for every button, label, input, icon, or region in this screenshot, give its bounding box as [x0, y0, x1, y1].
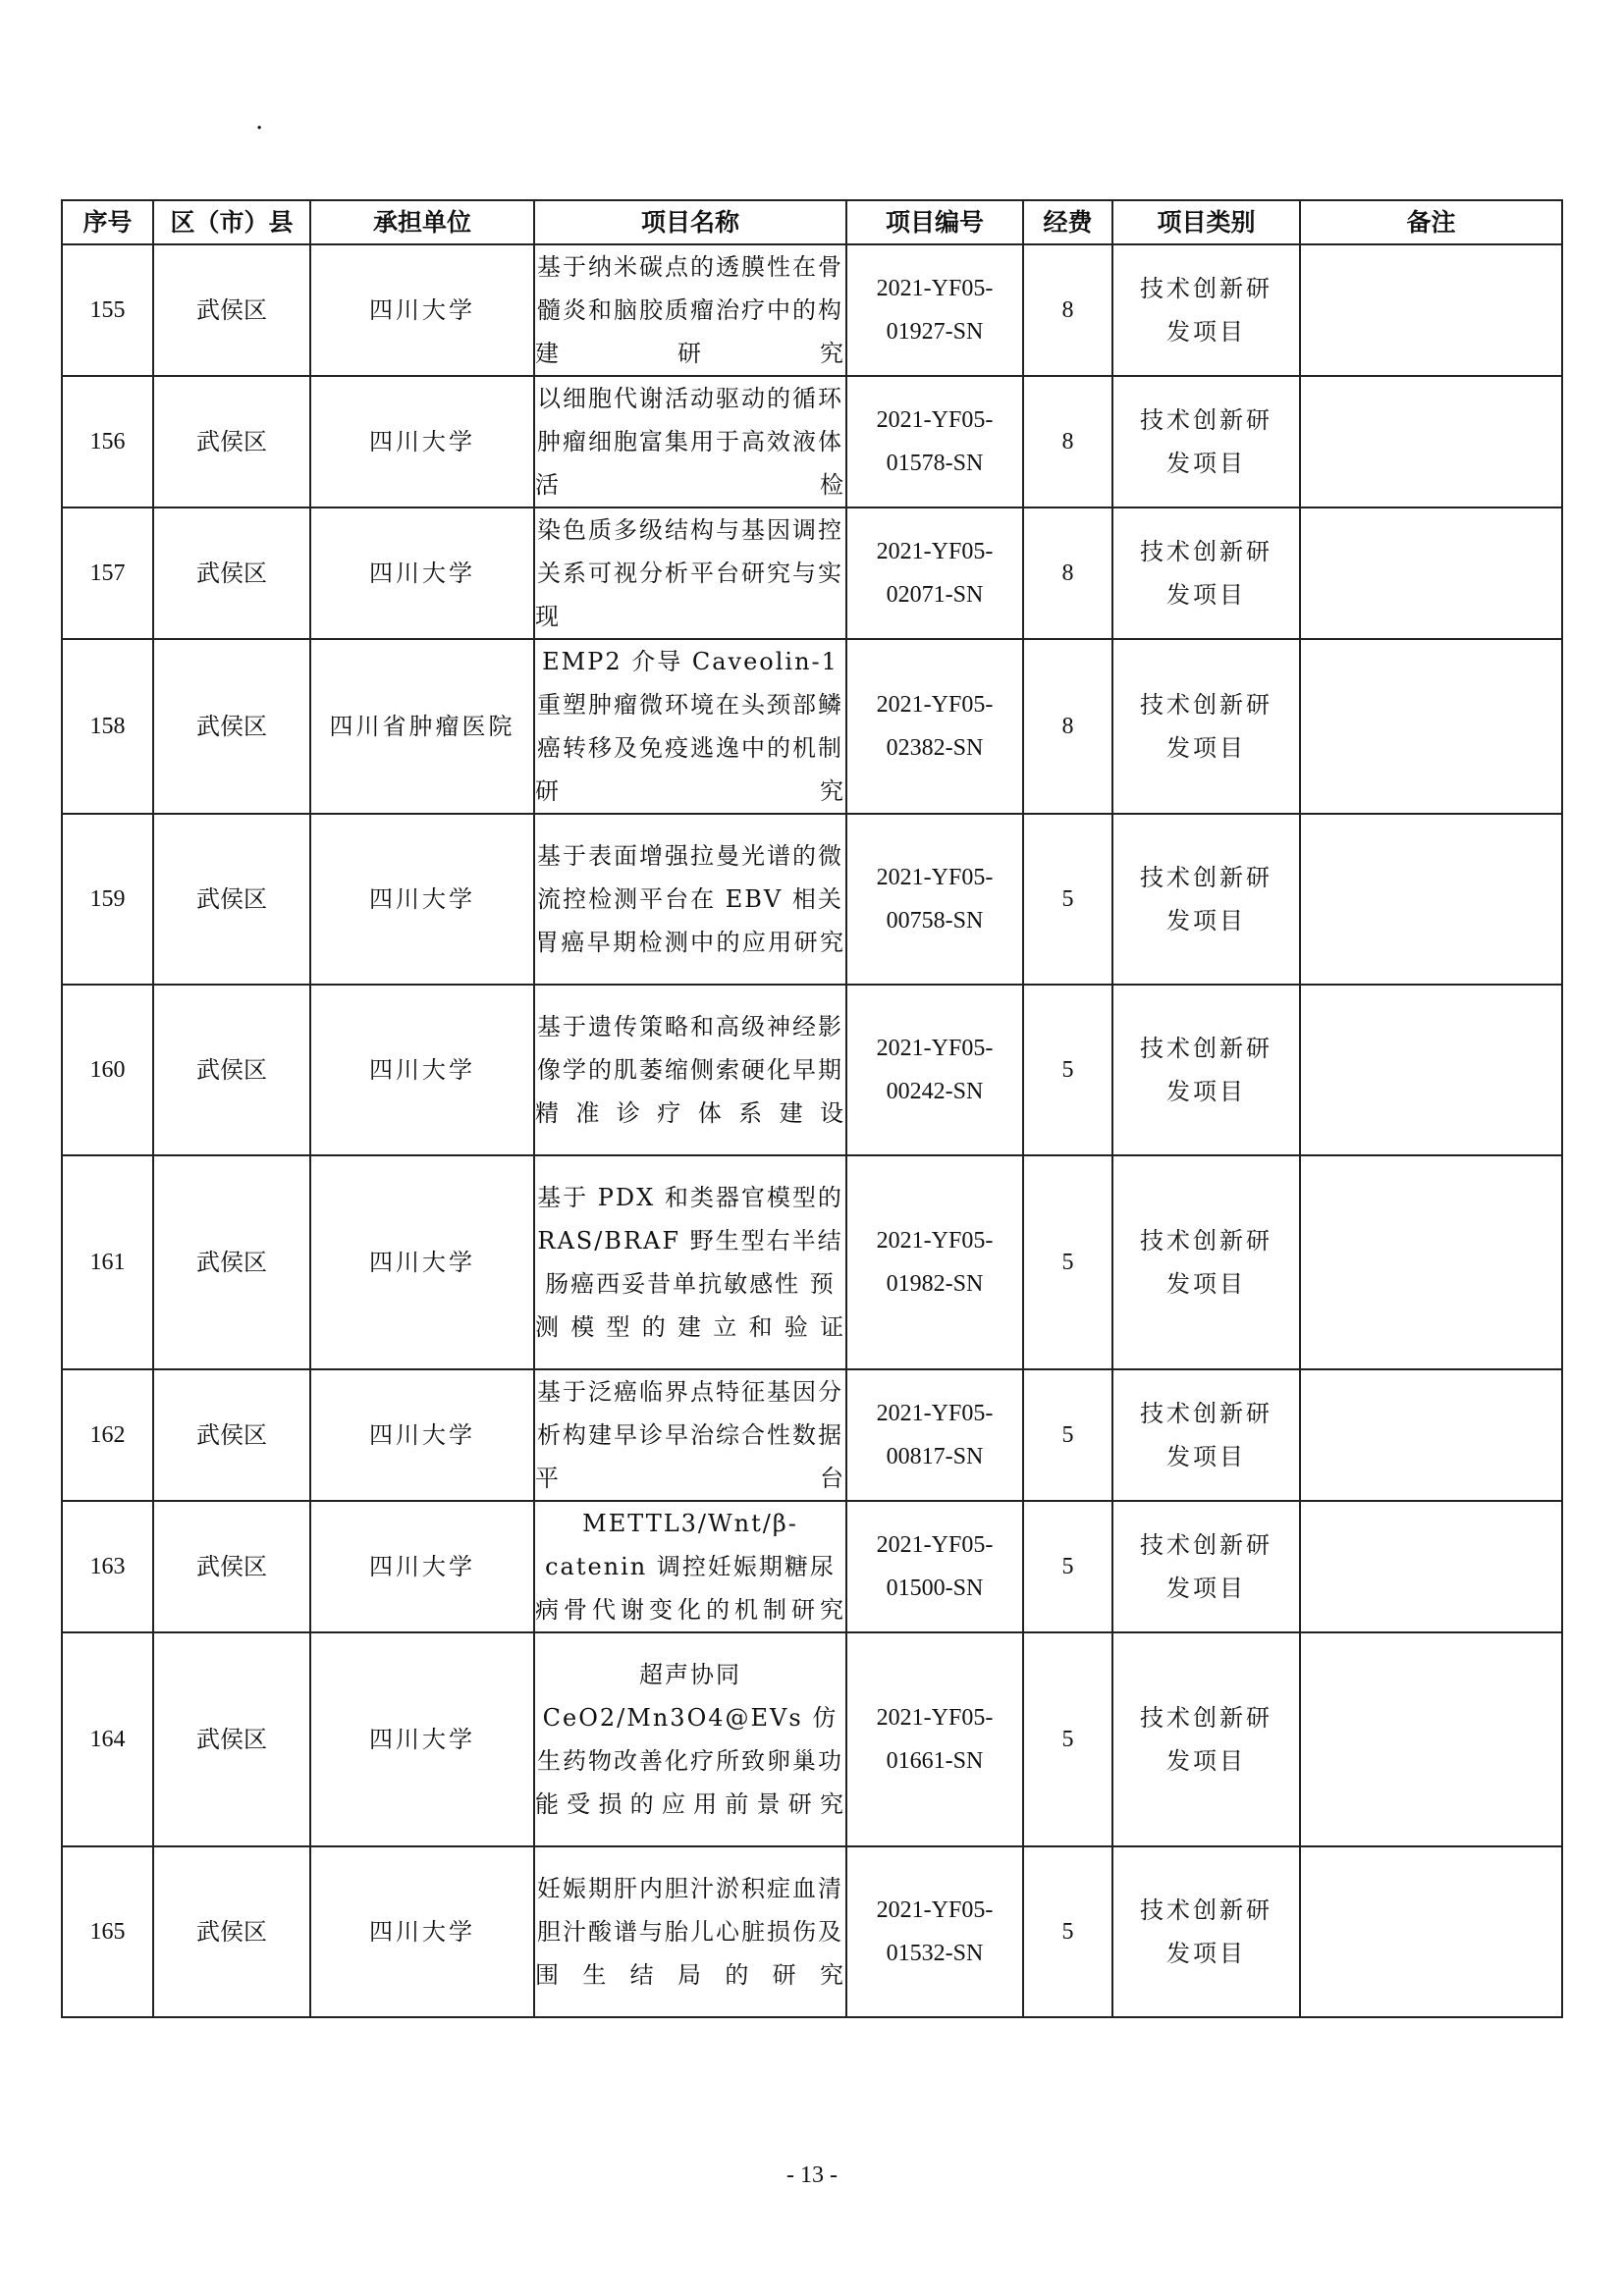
- row-note: [1300, 1632, 1562, 1846]
- header-seq: 序号: [62, 200, 153, 244]
- row-category: [1112, 1846, 1300, 2017]
- row-category: [1112, 985, 1300, 1155]
- row-fee: 5: [1023, 985, 1112, 1155]
- row-code: [846, 1155, 1023, 1369]
- table-row: [62, 507, 1562, 639]
- row-unit: 四川大学: [310, 1369, 534, 1501]
- row-code-line-2: 02382-SN: [886, 735, 984, 761]
- row-unit: 四川大学: [310, 244, 534, 376]
- header-unit: 承担单位: [310, 200, 534, 244]
- row-category: [1112, 1155, 1300, 1369]
- header-category: 项目类别: [1112, 200, 1300, 244]
- row-unit: 四川大学: [310, 376, 534, 507]
- row-category-line-2: 发项目: [1166, 581, 1246, 609]
- row-seq: 159: [62, 814, 153, 985]
- row-code: [846, 376, 1023, 507]
- row-category-line-1: 技术创新研: [1140, 406, 1272, 434]
- row-category-line-1: 技术创新研: [1140, 1531, 1272, 1559]
- row-unit: 四川大学: [310, 507, 534, 639]
- row-category-line-1: 技术创新研: [1140, 1227, 1272, 1255]
- table-row: [62, 1632, 1562, 1846]
- table-row: [62, 376, 1562, 507]
- row-code: [846, 244, 1023, 376]
- row-district: 武侯区: [153, 1155, 310, 1369]
- row-code-line-2: 01927-SN: [886, 319, 984, 345]
- row-name: EMP2 介导 Caveolin-1 重塑肿瘤微环境在头颈部鳞癌转移及免疫逃逸中的机制研究: [534, 639, 846, 814]
- row-code-line-1: 2021-YF05-: [876, 1897, 994, 1923]
- header-mark: ·: [255, 114, 264, 143]
- row-category: [1112, 814, 1300, 985]
- row-unit: 四川大学: [310, 814, 534, 985]
- header-row: [62, 200, 1562, 244]
- row-code: [846, 1846, 1023, 2017]
- row-code-line-2: 00242-SN: [886, 1079, 984, 1104]
- row-name: 妊娠期肝内胆汁淤积症血清胆汁酸谱与胎儿心脏损伤及围生结局的研究: [534, 1846, 846, 2017]
- row-category: [1112, 244, 1300, 376]
- row-code-line-1: 2021-YF05-: [876, 1532, 994, 1558]
- row-district: 武侯区: [153, 1846, 310, 2017]
- row-district: 武侯区: [153, 507, 310, 639]
- row-category-line-2: 发项目: [1166, 1747, 1246, 1775]
- row-unit: 四川大学: [310, 985, 534, 1155]
- row-category-line-2: 发项目: [1166, 318, 1246, 346]
- row-code: [846, 985, 1023, 1155]
- row-seq: 157: [62, 507, 153, 639]
- row-category-line-2: 发项目: [1166, 907, 1246, 934]
- row-note: [1300, 814, 1562, 985]
- row-unit: 四川大学: [310, 1632, 534, 1846]
- row-code-line-2: 01661-SN: [886, 1748, 984, 1774]
- row-fee: 5: [1023, 1155, 1112, 1369]
- row-fee: 5: [1023, 1846, 1112, 2017]
- row-code-line-1: 2021-YF05-: [876, 407, 994, 433]
- row-category: [1112, 1369, 1300, 1501]
- row-code-line-1: 2021-YF05-: [876, 692, 994, 718]
- table-row: [62, 1846, 1562, 2017]
- row-name: 基于表面增强拉曼光谱的微流控检测平台在 EBV 相关胃癌早期检测中的应用研究: [534, 814, 846, 985]
- row-code-line-2: 02071-SN: [886, 582, 984, 608]
- row-category: [1112, 1501, 1300, 1632]
- row-name: 超声协同 CeO2/Mn3O4@EVs 仿生药物改善化疗所致卵巢功能受损的应用前景研究: [534, 1632, 846, 1846]
- row-fee: 5: [1023, 814, 1112, 985]
- row-fee: 8: [1023, 639, 1112, 814]
- row-category-line-2: 发项目: [1166, 1443, 1246, 1470]
- row-code: [846, 1501, 1023, 1632]
- row-district: 武侯区: [153, 814, 310, 985]
- header-fee: 经费: [1023, 200, 1112, 244]
- row-note: [1300, 244, 1562, 376]
- row-note: [1300, 376, 1562, 507]
- row-code: [846, 814, 1023, 985]
- row-name: 以细胞代谢活动驱动的循环肿瘤细胞富集用于高效液体活检: [534, 376, 846, 507]
- row-name: 基于泛癌临界点特征基因分析构建早诊早治综合性数据平台: [534, 1369, 846, 1501]
- row-category: [1112, 1632, 1300, 1846]
- row-code-line-1: 2021-YF05-: [876, 1401, 994, 1426]
- row-note: [1300, 1501, 1562, 1632]
- row-seq: 156: [62, 376, 153, 507]
- row-note: [1300, 1369, 1562, 1501]
- row-unit: 四川大学: [310, 1846, 534, 2017]
- row-district: 武侯区: [153, 985, 310, 1155]
- header-note: 备注: [1300, 200, 1562, 244]
- row-seq: 158: [62, 639, 153, 814]
- row-fee: 8: [1023, 507, 1112, 639]
- row-seq: 165: [62, 1846, 153, 2017]
- row-fee: 5: [1023, 1369, 1112, 1501]
- row-district: 武侯区: [153, 376, 310, 507]
- table-row: [62, 639, 1562, 814]
- row-code-line-1: 2021-YF05-: [876, 865, 994, 890]
- header-code: 项目编号: [846, 200, 1023, 244]
- project-table: [61, 199, 1563, 2018]
- row-code-line-1: 2021-YF05-: [876, 1228, 994, 1254]
- table-row: [62, 1155, 1562, 1369]
- row-name: 基于纳米碳点的透膜性在骨髓炎和脑胶质瘤治疗中的构建研究: [534, 244, 846, 376]
- row-seq: 160: [62, 985, 153, 1155]
- row-code-line-2: 01982-SN: [886, 1271, 984, 1297]
- row-note: [1300, 1846, 1562, 2017]
- row-name: 染色质多级结构与基因调控关系可视分析平台研究与实现: [534, 507, 846, 639]
- table-row: [62, 814, 1562, 985]
- row-category-line-1: 技术创新研: [1140, 691, 1272, 719]
- row-code: [846, 639, 1023, 814]
- row-unit: 四川省肿瘤医院: [310, 639, 534, 814]
- row-name: 基于 PDX 和类器官模型的 RAS/BRAF 野生型右半结肠癌西妥昔单抗敏感性 预测模型的建立和验证: [534, 1155, 846, 1369]
- page-number: - 13 -: [786, 2163, 838, 2188]
- row-code-line-1: 2021-YF05-: [876, 539, 994, 564]
- row-category-line-1: 技术创新研: [1140, 1704, 1272, 1732]
- row-fee: 8: [1023, 244, 1112, 376]
- row-category-line-2: 发项目: [1166, 734, 1246, 762]
- row-fee: 5: [1023, 1632, 1112, 1846]
- row-category-line-2: 发项目: [1166, 450, 1246, 477]
- row-category-line-1: 技术创新研: [1140, 275, 1272, 302]
- row-note: [1300, 639, 1562, 814]
- row-district: 武侯区: [153, 244, 310, 376]
- row-unit: 四川大学: [310, 1501, 534, 1632]
- row-seq: 162: [62, 1369, 153, 1501]
- row-code-line-2: 00817-SN: [886, 1444, 984, 1469]
- row-category-line-2: 发项目: [1166, 1575, 1246, 1602]
- row-district: 武侯区: [153, 639, 310, 814]
- row-code-line-2: 01500-SN: [886, 1575, 984, 1601]
- row-district: 武侯区: [153, 1632, 310, 1846]
- row-code-line-1: 2021-YF05-: [876, 276, 994, 301]
- row-category: [1112, 376, 1300, 507]
- row-code: [846, 507, 1023, 639]
- header-name: 项目名称: [534, 200, 846, 244]
- row-category-line-1: 技术创新研: [1140, 1896, 1272, 1924]
- row-seq: 164: [62, 1632, 153, 1846]
- row-category-line-1: 技术创新研: [1140, 1400, 1272, 1427]
- row-category-line-1: 技术创新研: [1140, 1035, 1272, 1062]
- row-code-line-1: 2021-YF05-: [876, 1705, 994, 1731]
- row-category-line-2: 发项目: [1166, 1270, 1246, 1298]
- row-category: [1112, 507, 1300, 639]
- row-seq: 155: [62, 244, 153, 376]
- header-district: 区（市）县: [153, 200, 310, 244]
- row-category-line-1: 技术创新研: [1140, 538, 1272, 565]
- row-seq: 161: [62, 1155, 153, 1369]
- table-row: [62, 1369, 1562, 1501]
- table-row: [62, 985, 1562, 1155]
- row-code-line-1: 2021-YF05-: [876, 1036, 994, 1061]
- row-name: 基于遗传策略和高级神经影像学的肌萎缩侧索硬化早期精准诊疗体系建设: [534, 985, 846, 1155]
- row-code-line-2: 00758-SN: [886, 908, 984, 934]
- row-category-line-2: 发项目: [1166, 1078, 1246, 1105]
- row-fee: 8: [1023, 376, 1112, 507]
- row-note: [1300, 507, 1562, 639]
- row-note: [1300, 985, 1562, 1155]
- row-unit: 四川大学: [310, 1155, 534, 1369]
- row-fee: 5: [1023, 1501, 1112, 1632]
- row-code: [846, 1369, 1023, 1501]
- row-category: [1112, 639, 1300, 814]
- row-district: 武侯区: [153, 1501, 310, 1632]
- row-name: METTL3/Wnt/β-catenin 调控妊娠期糖尿病骨代谢变化的机制研究: [534, 1501, 846, 1632]
- row-seq: 163: [62, 1501, 153, 1632]
- row-code: [846, 1632, 1023, 1846]
- row-category-line-1: 技术创新研: [1140, 864, 1272, 891]
- table-row: [62, 1501, 1562, 1632]
- row-category-line-2: 发项目: [1166, 1940, 1246, 1967]
- row-note: [1300, 1155, 1562, 1369]
- row-code-line-2: 01532-SN: [886, 1941, 984, 1966]
- table-row: [62, 244, 1562, 376]
- row-district: 武侯区: [153, 1369, 310, 1501]
- row-code-line-2: 01578-SN: [886, 451, 984, 476]
